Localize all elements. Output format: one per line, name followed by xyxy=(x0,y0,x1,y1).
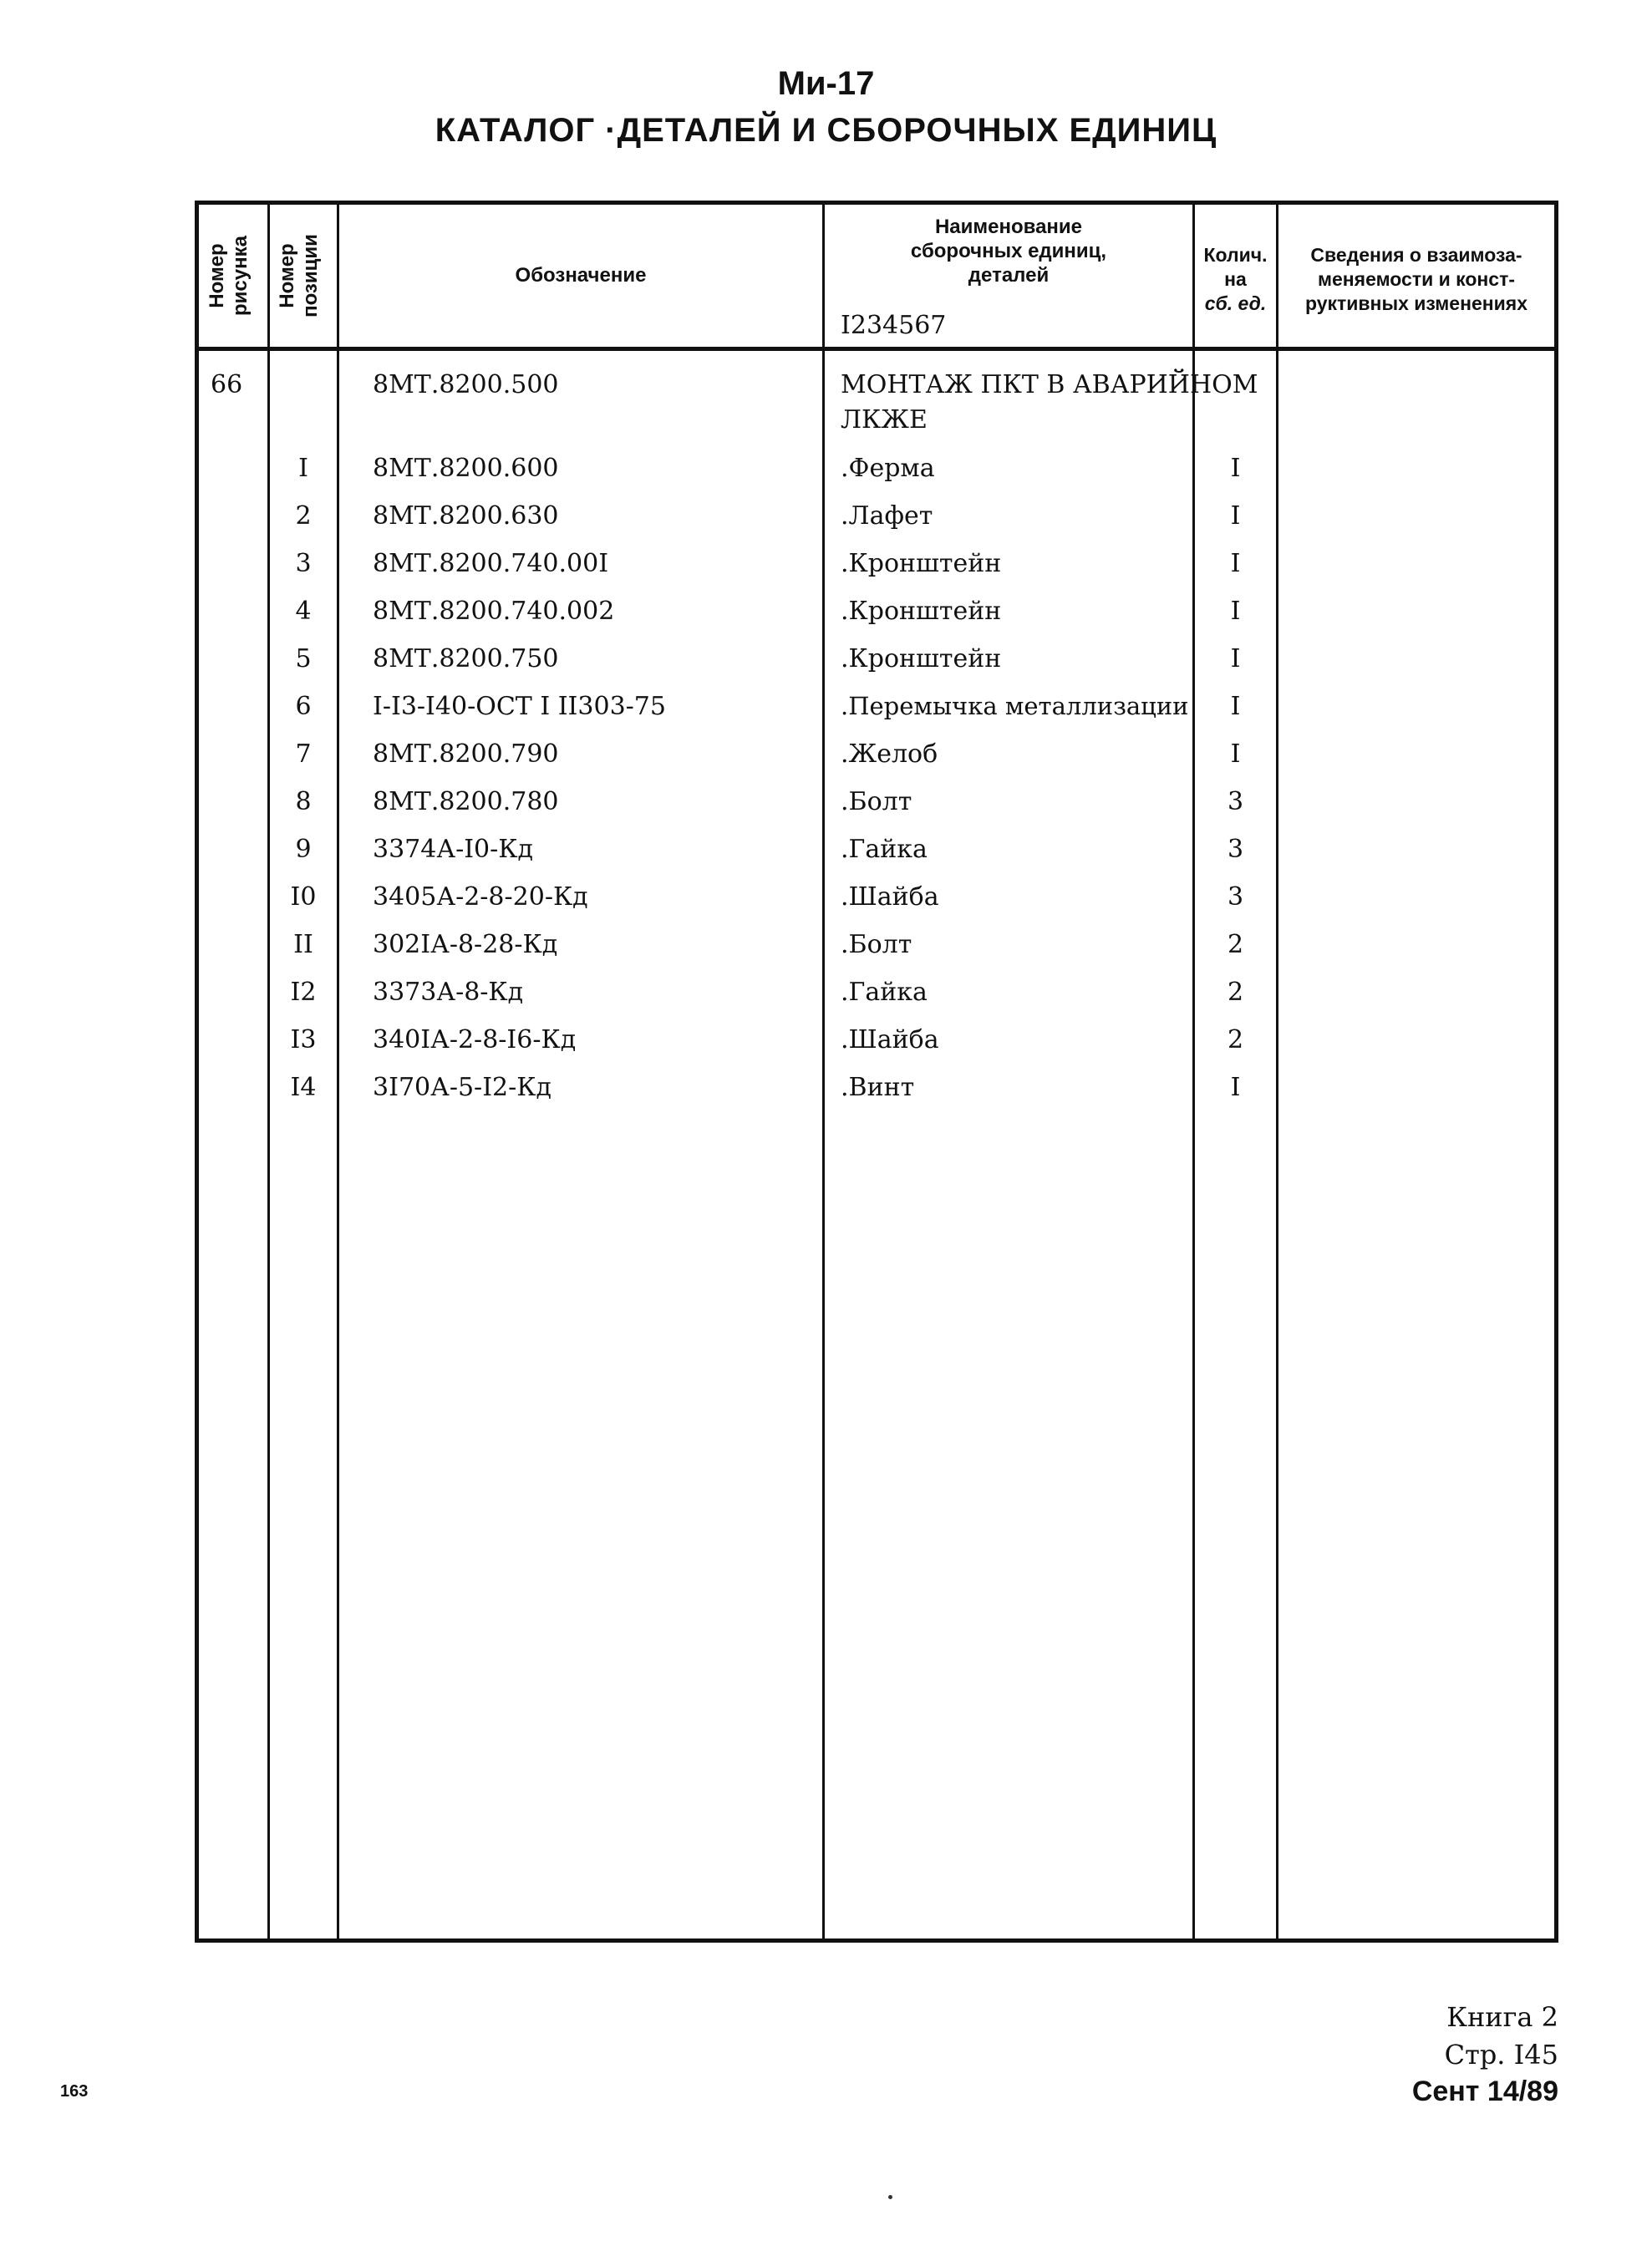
row-designation: 3I70А-5-I2-Кд xyxy=(373,1073,552,1102)
header-position-number xyxy=(262,209,337,343)
row-name: .Перемычка металлизации xyxy=(841,692,1189,720)
assembly-designation: 8МТ.8200.500 xyxy=(373,370,559,399)
header-figure-line1: Номер xyxy=(206,243,228,308)
header-figure-number xyxy=(191,209,267,343)
row-position: 5 xyxy=(295,644,312,673)
footer-book: Книга 2 xyxy=(1446,2001,1558,2033)
row-designation: 8МТ.8200.790 xyxy=(373,739,559,769)
header-quantity-line1: Колич. xyxy=(1203,244,1268,266)
column-divider xyxy=(822,205,825,1938)
row-name: .Болт xyxy=(841,787,912,816)
row-designation: 8МТ.8200.780 xyxy=(373,787,559,816)
assembly-name-line2: ЛКЖЕ xyxy=(841,405,928,434)
row-designation: 8МТ.8200.740.002 xyxy=(373,597,615,626)
row-name: .Кронштейн xyxy=(841,597,1002,626)
row-name: .Кронштейн xyxy=(841,549,1002,578)
header-designation: Обозначение xyxy=(515,264,647,287)
row-designation: 340IА-2-8-I6-Кд xyxy=(373,1025,577,1054)
figure-number: 66 xyxy=(211,370,243,399)
row-designation: 3405А-2-8-20-Кд xyxy=(373,882,588,912)
catalog-heading: КАТАЛОГ ·ДЕТАЛЕЙ И СБОРОЧНЫХ ЕДИНИЦ xyxy=(435,112,1217,149)
row-designation: 8МТ.8200.740.00I xyxy=(373,549,609,578)
row-quantity: 2 xyxy=(1227,930,1244,959)
row-position: I2 xyxy=(290,978,317,1007)
row-quantity: 3 xyxy=(1227,787,1244,816)
row-designation: 302IА-8-28-Кд xyxy=(373,930,558,959)
row-name: .Болт xyxy=(841,930,912,959)
row-name: .Лафет xyxy=(841,501,933,531)
header-figure-line2: рисунка xyxy=(229,236,252,316)
scan-speck xyxy=(888,2195,892,2199)
header-position-line2: позиции xyxy=(299,234,322,318)
row-name: .Шайба xyxy=(841,1025,939,1054)
row-name: .Кронштейн xyxy=(841,644,1002,673)
row-name: .Винт xyxy=(841,1073,915,1102)
header-quantity-line3: сб. ед. xyxy=(1204,292,1267,314)
header-info-line2: меняемости и конст- xyxy=(1317,268,1516,290)
footer-date: Сент 14/89 xyxy=(1411,2076,1558,2107)
row-position: 8 xyxy=(295,787,312,816)
page-title: Ми-17 xyxy=(777,65,875,102)
row-position: I xyxy=(298,454,308,483)
row-quantity: I xyxy=(1230,549,1241,578)
row-quantity: I xyxy=(1230,739,1241,769)
row-position: II xyxy=(293,930,313,959)
row-position: 9 xyxy=(295,835,312,864)
row-designation: 8МТ.8200.600 xyxy=(373,454,559,483)
row-position: I4 xyxy=(290,1073,317,1102)
row-name: .Ферма xyxy=(841,454,935,483)
header-quantity xyxy=(1195,243,1276,316)
row-quantity: I xyxy=(1230,644,1241,673)
assembly-name-line1: МОНТАЖ ПКТ В АВАРИЙНОМ xyxy=(841,370,1258,399)
row-quantity: I xyxy=(1230,1073,1241,1102)
row-designation: I-I3-I40-ОСТ I II303-75 xyxy=(373,692,666,721)
row-designation: 8МТ.8200.750 xyxy=(373,644,559,673)
row-name: .Шайба xyxy=(841,882,939,912)
header-divider xyxy=(199,347,1554,351)
row-position: 3 xyxy=(295,549,312,578)
row-quantity: 2 xyxy=(1227,978,1244,1007)
row-quantity: 2 xyxy=(1227,1025,1244,1054)
header-info-line1: Сведения о взаимоза- xyxy=(1310,244,1522,266)
row-position: 6 xyxy=(295,692,312,721)
row-position: I0 xyxy=(290,882,317,912)
header-position-line1: Номер xyxy=(276,243,298,308)
row-position: I3 xyxy=(290,1025,317,1054)
row-quantity: I xyxy=(1230,501,1241,531)
row-name: .Желоб xyxy=(841,739,938,769)
row-position: 7 xyxy=(295,739,312,769)
row-quantity: I xyxy=(1230,692,1241,721)
page-number: 163 xyxy=(60,2082,89,2101)
row-quantity: I xyxy=(1230,454,1241,483)
header-quantity-line2: на xyxy=(1224,268,1247,290)
header-name xyxy=(825,215,1192,287)
header-name-line3: деталей xyxy=(968,264,1050,287)
row-position: 2 xyxy=(295,501,312,531)
header-name-line1: Наименование xyxy=(934,216,1083,238)
row-quantity: 3 xyxy=(1227,882,1244,912)
header-name-line2: сборочных единиц, xyxy=(910,240,1107,262)
header-info-line3: руктивных изменениях xyxy=(1304,292,1528,314)
header-interchangeability xyxy=(1278,243,1554,316)
row-designation: 3374А-I0-Кд xyxy=(373,835,533,864)
footer-page: Стр. I45 xyxy=(1444,2039,1558,2071)
row-name: .Гайка xyxy=(841,835,928,864)
row-quantity: 3 xyxy=(1227,835,1244,864)
row-designation: 3373А-8-Кд xyxy=(373,978,524,1007)
parts-catalog-table xyxy=(195,201,1558,1943)
row-name: .Гайка xyxy=(841,978,928,1007)
row-designation: 8МТ.8200.630 xyxy=(373,501,559,531)
header-name-code: I234567 xyxy=(841,311,947,340)
row-quantity: I xyxy=(1230,597,1241,626)
row-position: 4 xyxy=(295,597,312,626)
